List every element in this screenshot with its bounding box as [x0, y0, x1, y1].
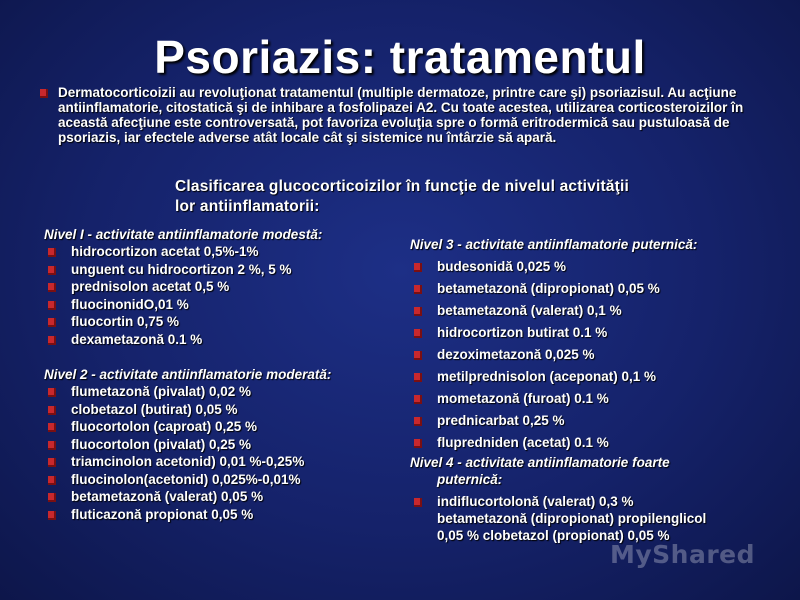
list-item	[44, 401, 404, 419]
square-bullet-icon	[414, 285, 422, 294]
square-bullet-icon	[414, 329, 422, 338]
list-item	[44, 261, 404, 279]
square-bullet-icon	[414, 417, 422, 426]
list-item	[44, 331, 404, 349]
list-item	[44, 506, 404, 524]
square-bullet-icon	[48, 283, 56, 292]
square-bullet-icon	[48, 336, 56, 345]
square-bullet-icon	[48, 406, 56, 415]
square-bullet-icon	[414, 439, 422, 448]
list-item-text: betametazonă (valerat) 0,1 %	[437, 303, 622, 318]
level-2-list	[44, 383, 404, 523]
watermark-logo: MyShared	[610, 540, 756, 569]
square-bullet-icon	[48, 423, 56, 432]
level-4-heading-line-2: puternică:	[437, 472, 503, 487]
level-1-list	[44, 243, 404, 348]
list-item-text: prednisolon acetat 0,5 %	[71, 279, 230, 294]
square-bullet-icon	[48, 318, 56, 327]
square-bullet-icon	[48, 441, 56, 450]
list-item	[44, 296, 404, 314]
list-item	[410, 346, 775, 363]
list-item	[44, 453, 404, 471]
list-item	[410, 302, 775, 319]
list-item-text: fluocortolon (caproat) 0,25 %	[71, 419, 258, 434]
list-item	[44, 243, 404, 261]
list-item	[44, 471, 404, 489]
level-3-list	[410, 258, 775, 451]
list-item	[44, 418, 404, 436]
list-item	[410, 493, 775, 510]
list-item-text: betametazonă (dipropionat) 0,05 %	[437, 281, 660, 296]
square-bullet-icon	[414, 263, 422, 272]
list-item-text: dezoximetazonă 0,025 %	[437, 347, 595, 362]
list-item-text: budesonidă 0,025 %	[437, 259, 567, 274]
list-item-text: metilprednisolon (aceponat) 0,1 %	[437, 369, 657, 384]
list-item	[410, 368, 775, 385]
level-4-extra-line-2: 0,05 % clobetazol (propionat) 0,05 %	[437, 528, 670, 543]
square-bullet-icon	[48, 388, 56, 397]
slide-title: Psoriazis: tratamentul	[154, 31, 646, 83]
list-item-text: fluocortin 0,75 %	[71, 314, 180, 329]
list-item-text: prednicarbat 0,25 %	[437, 413, 565, 428]
list-item	[44, 313, 404, 331]
list-item-text: mometazonă (furoat) 0.1 %	[437, 391, 609, 406]
square-bullet-icon	[48, 248, 56, 257]
square-bullet-icon	[48, 301, 56, 310]
list-item	[44, 278, 404, 296]
left-column	[44, 226, 404, 523]
level-1-heading: Nivel I - activitate antiinflamatorie modestă:	[44, 227, 323, 242]
square-bullet-icon	[414, 395, 422, 404]
list-item	[44, 488, 404, 506]
list-item-text: hidrocortizon acetat 0,5%-1%	[71, 244, 259, 259]
list-item-text: flupredniden (acetat) 0.1 %	[437, 435, 609, 450]
list-item-text: triamcinolon acetonid) 0,01 %-0,25%	[71, 454, 305, 469]
classification-subtitle: Clasificarea glucocorticoizilor în funcţie de nivelul activităţii lor antiinflamatorii:	[175, 178, 630, 215]
list-item-text: clobetazol (butirat) 0,05 %	[71, 401, 238, 417]
square-bullet-icon	[48, 266, 56, 275]
square-bullet-icon	[48, 511, 56, 520]
level-4-extra-line-1: betametazonă (dipropionat) propilenglicol	[437, 511, 707, 526]
intro-lead-word: Dermatocorticoizii	[58, 85, 176, 100]
list-item	[44, 436, 404, 454]
list-item-text: fluocinonidO,01 %	[71, 296, 189, 312]
square-bullet-icon	[40, 89, 48, 98]
list-item	[410, 434, 775, 451]
list-item-text: fluocinolon(acetonid) 0,025%-0,01%	[71, 471, 301, 487]
square-bullet-icon	[48, 493, 56, 502]
list-item	[410, 412, 775, 429]
square-bullet-icon	[48, 458, 56, 467]
level-3-heading: Nivel 3 - activitate antiinflamatorie puternică:	[410, 237, 698, 252]
list-item-text: hidrocortizon butirat 0.1 %	[437, 325, 608, 340]
level-4-list	[410, 493, 775, 510]
list-item-text: indiflucortolonă (valerat) 0,3 %	[437, 494, 634, 509]
list-item-text: flumetazonă (pivalat) 0,02 %	[71, 384, 252, 399]
right-column	[410, 236, 775, 544]
list-item-text: fluocortolon (pivalat) 0,25 %	[71, 436, 252, 452]
level-4-heading-line-1: Nivel 4 - activitate antiinflamatorie foarte	[410, 455, 670, 470]
square-bullet-icon	[414, 373, 422, 382]
square-bullet-icon	[414, 307, 422, 316]
intro-text: au revoluţionat tratamentul (multiple dermatoze, printre care şi) psoriazisul. Au acţiune antiinflamatorie, citostatică şi de inhibare a fosfolipazei A2. Cu toate acestea, utilizarea corticosteroizilor în această afecţiune este controversată, pot favoriza evoluţia spre o formă eritrodermică sau pustuloasă de psoriazis, iar efectele adverse atât locale cât şi sistemice nu întârzie să apară.	[58, 85, 744, 145]
square-bullet-icon	[48, 476, 56, 485]
list-item	[410, 280, 775, 297]
list-item-text: fluticazonă propionat 0,05 %	[71, 506, 254, 522]
square-bullet-icon	[414, 351, 422, 360]
list-item	[410, 258, 775, 275]
list-item-text: betametazonă (valerat) 0,05 %	[71, 489, 264, 504]
list-item-text: unguent cu hidrocortizon 2 %, 5 %	[71, 261, 292, 277]
level-2-heading: Nivel 2 - activitate antiinflamatorie moderată:	[44, 367, 332, 382]
list-item	[410, 390, 775, 407]
square-bullet-icon	[414, 498, 422, 507]
intro-paragraph	[58, 85, 748, 145]
list-item	[410, 324, 775, 341]
list-item-text: dexametazonă 0.1 %	[71, 331, 203, 347]
list-item	[44, 383, 404, 401]
level-4-heading	[410, 454, 775, 488]
